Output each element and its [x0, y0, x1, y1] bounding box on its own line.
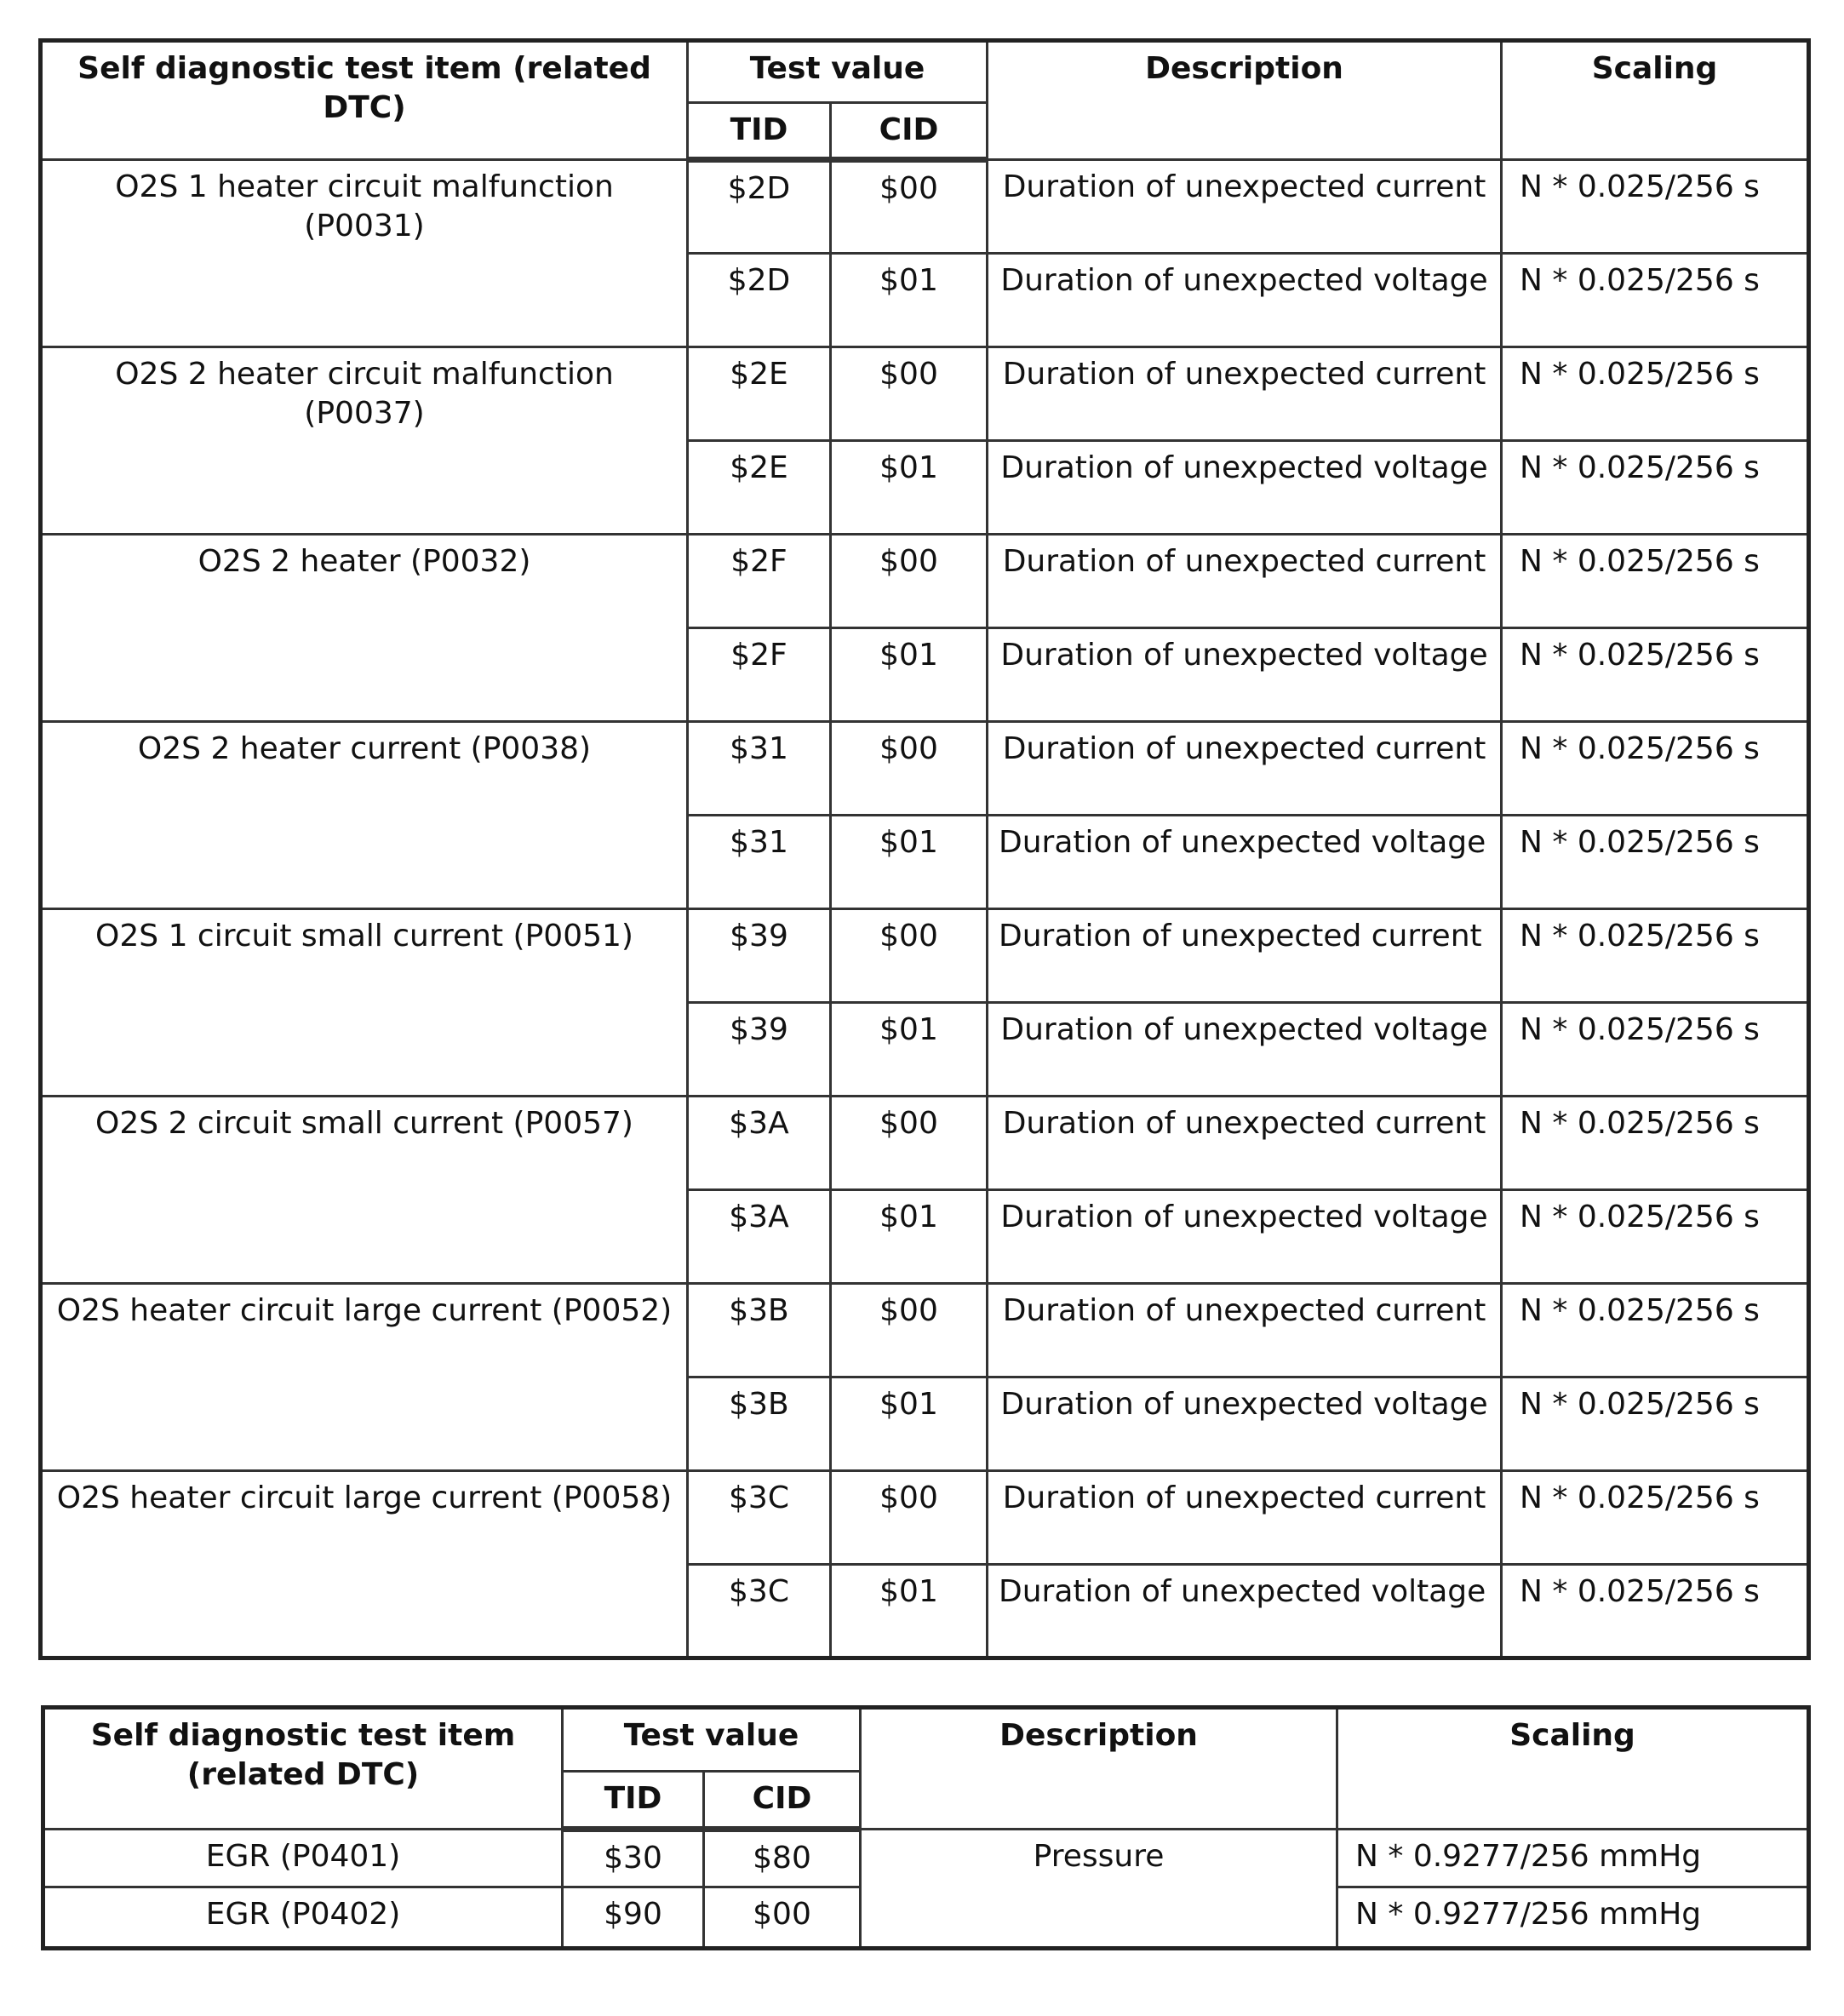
- tid-cell: $2D: [688, 254, 831, 347]
- cid-cell: $01: [831, 816, 988, 909]
- egr-test-table-body: [43, 1830, 1809, 1949]
- test-item-cell: O2S 1 circuit small current (P0051): [41, 909, 688, 1097]
- description-cell: Duration of unexpected voltage: [988, 254, 1502, 347]
- test-item-cell: O2S heater circuit large current (P0058): [41, 1471, 688, 1658]
- cid-cell: $01: [831, 254, 988, 347]
- scaling-cell: N * 0.025/256 s: [1502, 1003, 1809, 1097]
- tid-cell: $2E: [688, 441, 831, 535]
- egr-header-item: Self diagnostic test item (related DTC): [43, 1708, 563, 1830]
- cid-cell: $01: [831, 1565, 988, 1658]
- description-cell: Duration of unexpected voltage: [988, 1377, 1502, 1471]
- description-cell: Duration of unexpected voltage: [988, 1565, 1502, 1658]
- tid-cell: $3C: [688, 1471, 831, 1565]
- tid-cell: $2E: [688, 347, 831, 441]
- table-row: [43, 1830, 1809, 1887]
- scaling-cell: N * 0.025/256 s: [1502, 1471, 1809, 1565]
- egr-header-description: Description: [861, 1708, 1337, 1830]
- egr-tid-cell: $90: [563, 1887, 704, 1949]
- cid-cell: $01: [831, 441, 988, 535]
- header-description: Description: [988, 41, 1502, 160]
- cid-cell: $00: [831, 722, 988, 816]
- egr-item-cell: EGR (P0402): [43, 1887, 563, 1949]
- cid-cell: $01: [831, 1190, 988, 1284]
- tid-cell: $3B: [688, 1284, 831, 1377]
- test-item-cell: O2S heater circuit large current (P0052): [41, 1284, 688, 1471]
- description-cell: Duration of unexpected voltage: [988, 816, 1502, 909]
- scaling-cell: N * 0.025/256 s: [1502, 535, 1809, 628]
- tid-cell: $3B: [688, 1377, 831, 1471]
- description-cell: Duration of unexpected current: [988, 160, 1502, 254]
- tid-cell: $3C: [688, 1565, 831, 1658]
- header-tid: TID: [688, 103, 831, 160]
- egr-cid-cell: $80: [704, 1830, 861, 1887]
- test-item-cell: O2S 2 heater circuit malfunction (P0037): [41, 347, 688, 535]
- tid-cell: $3A: [688, 1190, 831, 1284]
- dtc-test-table-body: [41, 160, 1809, 1658]
- scaling-cell: N * 0.025/256 s: [1502, 909, 1809, 1003]
- table-row: [41, 722, 1809, 816]
- header-test-value: Test value: [688, 41, 988, 103]
- test-item-cell: O2S 2 circuit small current (P0057): [41, 1097, 688, 1284]
- scaling-cell: N * 0.025/256 s: [1502, 347, 1809, 441]
- egr-tid-cell: $30: [563, 1830, 704, 1887]
- description-cell: Duration of unexpected voltage: [988, 1190, 1502, 1284]
- tid-cell: $31: [688, 722, 831, 816]
- egr-scaling-cell: N * 0.9277/256 mmHg: [1337, 1887, 1809, 1949]
- egr-header-tid: TID: [563, 1772, 704, 1830]
- scaling-cell: N * 0.025/256 s: [1502, 160, 1809, 254]
- description-cell: Duration of unexpected voltage: [988, 628, 1502, 722]
- description-cell: Duration of unexpected current: [988, 722, 1502, 816]
- description-cell: Duration of unexpected current: [988, 1284, 1502, 1377]
- tid-cell: $3A: [688, 1097, 831, 1190]
- cid-cell: $01: [831, 628, 988, 722]
- table-row: [41, 909, 1809, 1003]
- dtc-test-table: [38, 38, 1811, 1660]
- scaling-cell: N * 0.025/256 s: [1502, 1097, 1809, 1190]
- header-scaling: Scaling: [1502, 41, 1809, 160]
- tid-cell: $2F: [688, 535, 831, 628]
- egr-item-cell: EGR (P0401): [43, 1830, 563, 1887]
- table-row: [41, 535, 1809, 628]
- table-row: [41, 1284, 1809, 1377]
- cid-cell: $00: [831, 535, 988, 628]
- scaling-cell: N * 0.025/256 s: [1502, 1190, 1809, 1284]
- test-item-cell: O2S 2 heater (P0032): [41, 535, 688, 722]
- egr-cid-cell: $00: [704, 1887, 861, 1949]
- header-cid: CID: [831, 103, 988, 160]
- cid-cell: $00: [831, 909, 988, 1003]
- tid-cell: $31: [688, 816, 831, 909]
- description-cell: Duration of unexpected current: [988, 535, 1502, 628]
- tid-cell: $2F: [688, 628, 831, 722]
- scaling-cell: N * 0.025/256 s: [1502, 628, 1809, 722]
- cid-cell: $00: [831, 160, 988, 254]
- description-cell: Duration of unexpected current: [988, 909, 1502, 1003]
- table-row: [41, 347, 1809, 441]
- description-cell: Duration of unexpected voltage: [988, 441, 1502, 535]
- egr-scaling-cell: N * 0.9277/256 mmHg: [1337, 1830, 1809, 1887]
- scaling-cell: N * 0.025/256 s: [1502, 441, 1809, 535]
- table-row: [41, 1097, 1809, 1190]
- description-cell: Duration of unexpected voltage: [988, 1003, 1502, 1097]
- description-cell: Duration of unexpected current: [988, 347, 1502, 441]
- scaling-cell: N * 0.025/256 s: [1502, 722, 1809, 816]
- egr-test-table: [41, 1705, 1811, 1950]
- cid-cell: $00: [831, 1471, 988, 1565]
- egr-description-cell: Pressure: [861, 1830, 1337, 1949]
- cid-cell: $01: [831, 1003, 988, 1097]
- cid-cell: $00: [831, 1097, 988, 1190]
- tid-cell: $39: [688, 909, 831, 1003]
- scaling-cell: N * 0.025/256 s: [1502, 1284, 1809, 1377]
- table-row: [41, 1471, 1809, 1565]
- cid-cell: $00: [831, 347, 988, 441]
- egr-header-cid: CID: [704, 1772, 861, 1830]
- header-item: Self diagnostic test item (related DTC): [41, 41, 688, 160]
- egr-header-test-value: Test value: [563, 1708, 861, 1772]
- test-item-cell: O2S 1 heater circuit malfunction (P0031): [41, 160, 688, 347]
- tid-cell: $39: [688, 1003, 831, 1097]
- scaling-cell: N * 0.025/256 s: [1502, 1377, 1809, 1471]
- egr-header-scaling: Scaling: [1337, 1708, 1809, 1830]
- description-cell: Duration of unexpected current: [988, 1097, 1502, 1190]
- cid-cell: $01: [831, 1377, 988, 1471]
- tid-cell: $2D: [688, 160, 831, 254]
- scaling-cell: N * 0.025/256 s: [1502, 816, 1809, 909]
- table-row: [41, 160, 1809, 254]
- scaling-cell: N * 0.025/256 s: [1502, 254, 1809, 347]
- description-cell: Duration of unexpected current: [988, 1471, 1502, 1565]
- cid-cell: $00: [831, 1284, 988, 1377]
- test-item-cell: O2S 2 heater current (P0038): [41, 722, 688, 909]
- scaling-cell: N * 0.025/256 s: [1502, 1565, 1809, 1658]
